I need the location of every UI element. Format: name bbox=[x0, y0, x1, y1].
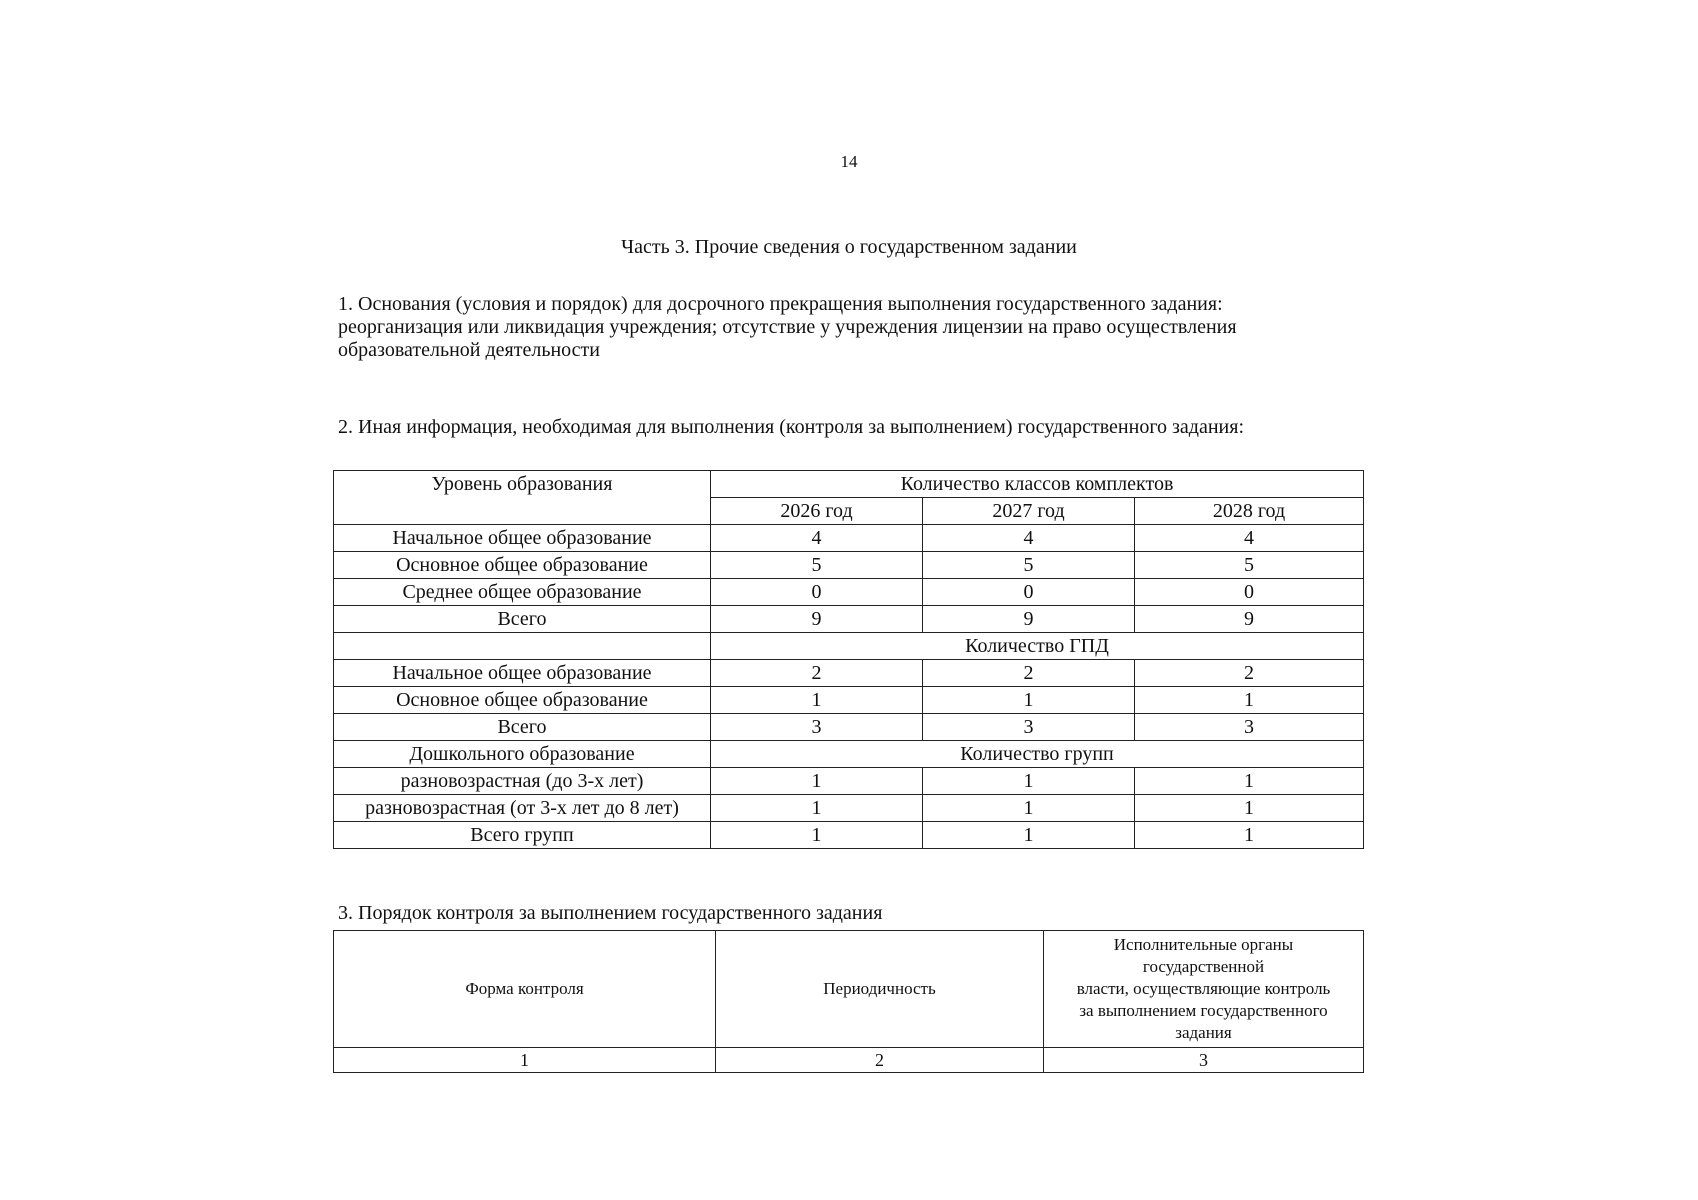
table-header-row bbox=[334, 471, 1364, 498]
header-year-2028: 2028 год bbox=[1135, 498, 1364, 525]
cell-value: 2 bbox=[923, 660, 1135, 687]
cell-value: 9 bbox=[1135, 606, 1364, 633]
page-number: 14 bbox=[840, 152, 858, 171]
header-year-2027: 2027 год bbox=[923, 498, 1135, 525]
cell-value: 5 bbox=[1135, 552, 1364, 579]
header-groups-count: Количество групп bbox=[711, 741, 1364, 768]
header-education-level: Уровень образования bbox=[334, 471, 711, 525]
cell-value: 1 bbox=[923, 687, 1135, 714]
classes-table bbox=[333, 470, 1364, 849]
row-label-preschool: Дошкольного образование bbox=[334, 741, 711, 768]
row-label: разновозрастная (до 3-х лет) bbox=[334, 768, 711, 795]
header-executive-bodies-line: государственной bbox=[1142, 957, 1265, 976]
control-table-header-row bbox=[334, 931, 1364, 1048]
column-number: 2 bbox=[716, 1048, 1044, 1073]
table-section-row bbox=[334, 633, 1364, 660]
table-row bbox=[334, 795, 1364, 822]
cell-value: 3 bbox=[711, 714, 923, 741]
cell-value: 9 bbox=[711, 606, 923, 633]
cell-value: 1 bbox=[1135, 795, 1364, 822]
cell-value: 1 bbox=[923, 822, 1135, 849]
row-label: Всего групп bbox=[334, 822, 711, 849]
cell-value: 3 bbox=[923, 714, 1135, 741]
cell-value: 4 bbox=[1135, 525, 1364, 552]
cell-value: 9 bbox=[923, 606, 1135, 633]
section-1-line-2: реорганизация или ликвидация учреждения; отсутствие у учреждения лицензии на право осуществления bbox=[338, 316, 1237, 338]
table-row bbox=[334, 606, 1364, 633]
header-year-2026: 2026 год bbox=[711, 498, 923, 525]
cell-value: 1 bbox=[711, 795, 923, 822]
cell-value: 5 bbox=[923, 552, 1135, 579]
column-number: 3 bbox=[1044, 1048, 1364, 1073]
section-1-line-3: образовательной деятельности bbox=[338, 339, 600, 361]
row-label: Начальное общее образование bbox=[334, 660, 711, 687]
row-label: Среднее общее образование bbox=[334, 579, 711, 606]
cell-value: 1 bbox=[711, 687, 923, 714]
cell-value: 0 bbox=[923, 579, 1135, 606]
section-1-text bbox=[338, 293, 1378, 362]
header-executive-bodies-line: власти, осуществляющие контроль bbox=[1076, 979, 1331, 998]
table-row bbox=[334, 687, 1364, 714]
empty-cell bbox=[334, 633, 711, 660]
header-periodicity: Периодичность bbox=[716, 931, 1044, 1048]
section-1-line-1: 1. Основания (условия и порядок) для досрочного прекращения выполнения государственного задания: bbox=[338, 293, 1223, 315]
cell-value: 1 bbox=[711, 822, 923, 849]
row-label: разновозрастная (от 3-х лет до 8 лет) bbox=[334, 795, 711, 822]
table-row bbox=[334, 525, 1364, 552]
header-executive-bodies-line: за выполнением государственного bbox=[1079, 1001, 1328, 1020]
control-table bbox=[333, 930, 1364, 1073]
table-row bbox=[334, 714, 1364, 741]
row-label: Основное общее образование bbox=[334, 687, 711, 714]
cell-value: 1 bbox=[711, 768, 923, 795]
row-label: Всего bbox=[334, 606, 711, 633]
column-number: 1 bbox=[334, 1048, 716, 1073]
part-title: Часть 3. Прочие сведения о государственном задании bbox=[621, 236, 1077, 258]
cell-value: 5 bbox=[711, 552, 923, 579]
row-label: Всего bbox=[334, 714, 711, 741]
header-executive-bodies-line: Исполнительные органы bbox=[1113, 935, 1294, 954]
cell-value: 1 bbox=[1135, 687, 1364, 714]
header-executive-bodies bbox=[1044, 931, 1364, 1048]
cell-value: 4 bbox=[711, 525, 923, 552]
table-row bbox=[334, 822, 1364, 849]
table-row bbox=[334, 552, 1364, 579]
table-row bbox=[334, 660, 1364, 687]
header-executive-bodies-line: задания bbox=[1175, 1023, 1232, 1042]
row-label: Основное общее образование bbox=[334, 552, 711, 579]
control-table-number-row bbox=[334, 1048, 1364, 1073]
cell-value: 0 bbox=[1135, 579, 1364, 606]
table-section-row bbox=[334, 741, 1364, 768]
cell-value: 1 bbox=[923, 768, 1135, 795]
header-gpd-count: Количество ГПД bbox=[711, 633, 1364, 660]
header-classes-count: Количество классов комплектов bbox=[711, 471, 1364, 498]
cell-value: 2 bbox=[1135, 660, 1364, 687]
cell-value: 2 bbox=[711, 660, 923, 687]
cell-value: 1 bbox=[1135, 768, 1364, 795]
cell-value: 1 bbox=[1135, 822, 1364, 849]
cell-value: 4 bbox=[923, 525, 1135, 552]
section-2-title: 2. Иная информация, необходимая для выполнения (контроля за выполнением) государственного задания: bbox=[338, 416, 1245, 438]
table-row bbox=[334, 579, 1364, 606]
cell-value: 3 bbox=[1135, 714, 1364, 741]
row-label: Начальное общее образование bbox=[334, 525, 711, 552]
table-row bbox=[334, 768, 1364, 795]
cell-value: 1 bbox=[923, 795, 1135, 822]
section-3-title: 3. Порядок контроля за выполнением государственного задания bbox=[338, 902, 883, 924]
header-control-form: Форма контроля bbox=[334, 931, 716, 1048]
cell-value: 0 bbox=[711, 579, 923, 606]
